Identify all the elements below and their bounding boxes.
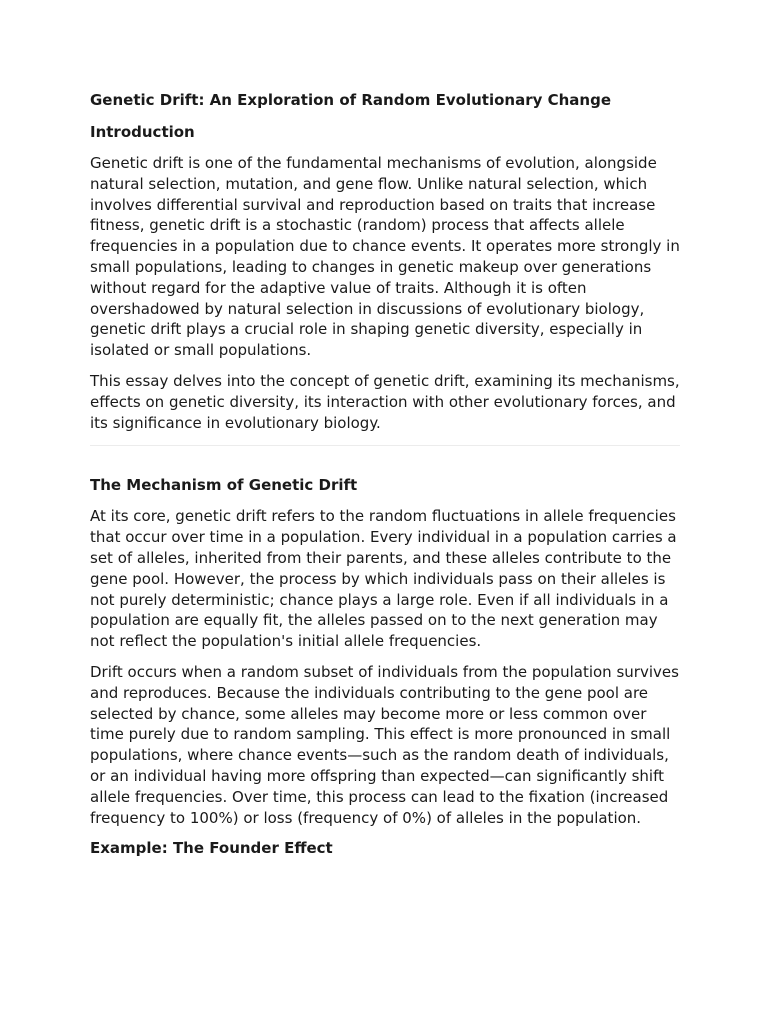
mechanism-paragraph-2: Drift occurs when a random subset of individuals from the population survives and reproduces. Because the individuals contributing to the gene pool are selected by chance, some alleles may become more or less common over time purely due to random sampling. This effect is more pronounced in small populations, where chance events—such as the random death of individuals, or an individual having more offspring than expected—can significantly shift allele frequencies. Over time, this process can lead to the fixation (increased frequency to 100%) or loss (frequency of 0%) of alleles in the population. [90, 662, 679, 827]
document-page [90, 90, 680, 869]
intro-paragraph-2: This essay delves into the concept of genetic drift, examining its mechanisms, effects on genetic diversity, its interaction with other evolutionary forces, and its significance in evolutionary biology. [90, 371, 680, 432]
section-heading-founder-effect: Example: The Founder Effect [90, 839, 333, 858]
section-heading-mechanism: The Mechanism of Genetic Drift [90, 476, 358, 495]
intro-paragraph-1: Genetic drift is one of the fundamental mechanisms of evolution, alongside natural selection, mutation, and gene flow. Unlike natural selection, which involves differential survival and reproduction based on traits that increase fitness, genetic drift is a stochastic (random) process that affects allele frequencies in a population due to chance events. It operates more strongly in small populations, leading to changes in genetic makeup over generations without regard for the adaptive value of traits. Although it is often overshadowed by natural selection in discussions of evolutionary biology, genetic drift plays a crucial role in shaping genetic diversity, especially in isolated or small populations. [90, 154, 680, 360]
section-divider [90, 445, 680, 446]
section-heading-introduction: Introduction [90, 123, 195, 141]
mechanism-paragraph-1: At its core, genetic drift refers to the random fluctuations in allele frequencies that occur over time in a population. Every individual in a population carries a set of alleles, inherited from their parents, and these alleles contribute to the gene pool. However, the process by which individuals pass on their alleles is not purely deterministic; chance plays a large role. Even if all individuals in a population are equally fit, the alleles passed on to the next generation may not reflect the population's initial allele frequencies. [90, 507, 677, 651]
document-title: Genetic Drift: An Exploration of Random Evolutionary Change [90, 91, 611, 109]
